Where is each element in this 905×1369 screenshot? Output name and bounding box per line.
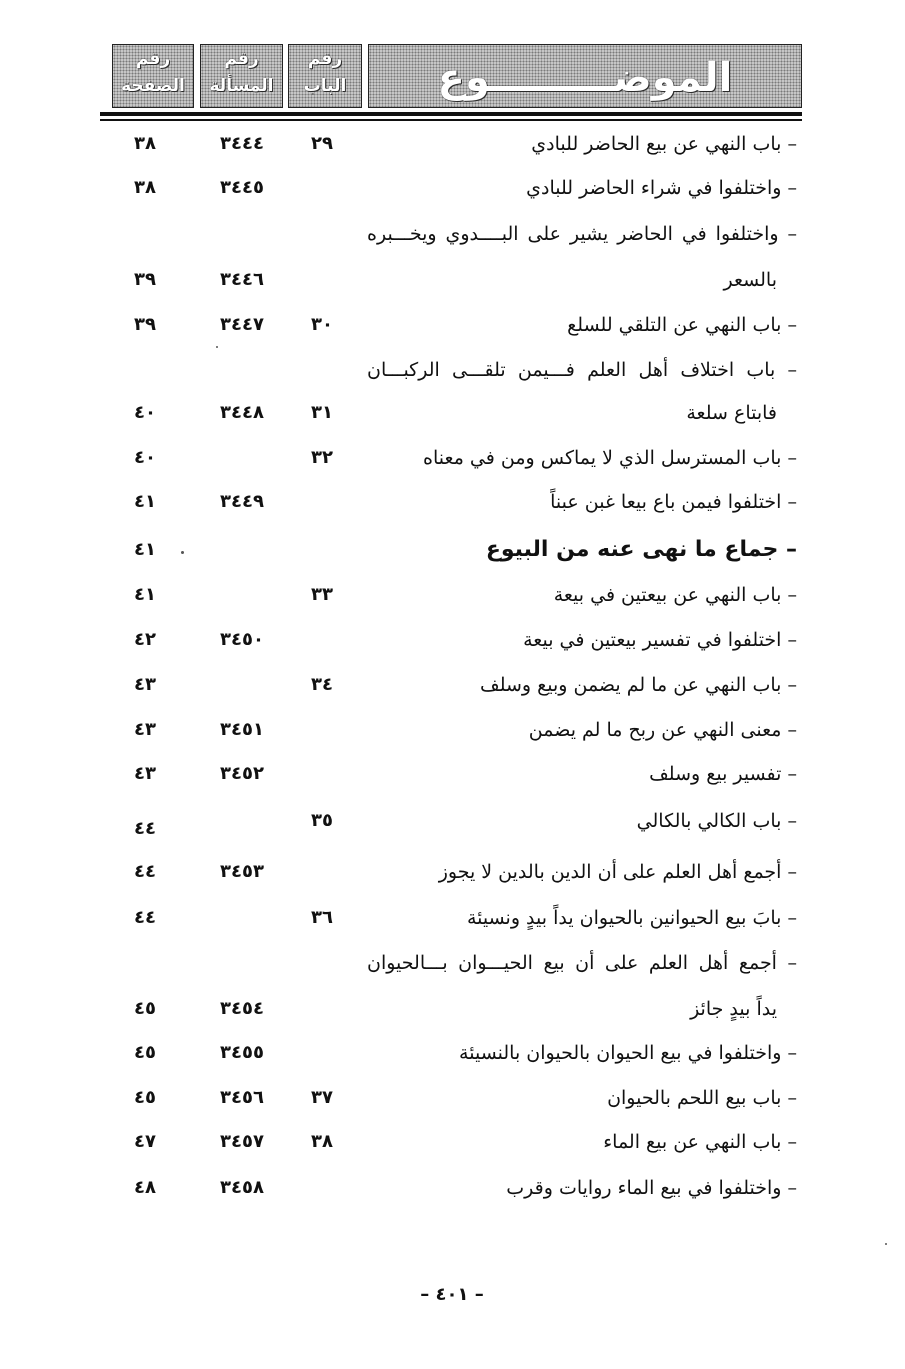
row-masala-number: ٣٤٤٤ (220, 133, 264, 154)
row-masala-number: ٣٤٤٧ (220, 314, 264, 335)
row-masala-number (200, 943, 284, 983)
row-masala-number (200, 530, 284, 570)
index-row (0, 1078, 905, 1118)
row-title: فابتاع سلعة (686, 402, 777, 424)
row-title: – تفسير بيع وسلف (649, 763, 797, 785)
index-row (0, 124, 905, 164)
row-page-number: ٤٢ (134, 629, 156, 650)
header-bab-label-line2: الباب (303, 76, 347, 96)
header-masala-label-line2: المسألة (209, 76, 274, 96)
row-page-number: ٤٠ (134, 447, 156, 468)
row-title: – واختلفوا في الحاضر يشير على البــــدوي ويخـــبره (367, 223, 797, 245)
index-row (0, 1122, 905, 1162)
row-page-number: ٣٩ (134, 269, 156, 290)
row-bab-number: ٣٠ (311, 314, 333, 335)
row-masala-number (200, 575, 284, 615)
row-page-number: ٤٨ (134, 1177, 156, 1198)
row-masala-number (200, 801, 284, 841)
row-masala-number (200, 214, 284, 254)
row-masala-number: ٣٤٤٩ (220, 491, 264, 512)
row-title: – واختلفوا في بيع الماء روايات وقرب (506, 1177, 797, 1199)
index-row (0, 898, 905, 938)
row-page-number: ٤٣ (134, 674, 156, 695)
row-bab-number (290, 260, 354, 300)
row-title: – باب الكالي بالكالي (636, 810, 797, 832)
row-masala-number: ٣٤٥٦ (220, 1087, 264, 1108)
index-row (0, 168, 905, 208)
index-row (0, 620, 905, 660)
row-title: – اختلفوا في تفسير بيعتين في بيعة (523, 629, 797, 651)
row-page-number: ٤١ (134, 539, 156, 560)
row-masala-number (200, 665, 284, 705)
row-bab-number (290, 1168, 354, 1208)
index-row (0, 852, 905, 892)
row-title: – معنى النهي عن ربح ما لم يضمن (528, 719, 797, 741)
scan-speck (216, 346, 218, 348)
row-bab-number (290, 943, 354, 983)
index-row (0, 754, 905, 794)
row-masala-number: ٣٤٤٦ (220, 269, 264, 290)
scan-speck (885, 1243, 887, 1245)
index-row (0, 710, 905, 750)
row-masala-number: ٣٤٥١ (220, 719, 264, 740)
row-masala-number (200, 438, 284, 478)
row-title: – باب اختلاف أهل العلم فـــيمن تلقـــى الركبـــان (367, 359, 797, 381)
row-masala-number: ٣٤٤٥ (220, 177, 264, 198)
row-bab-number: ٣١ (311, 402, 333, 423)
row-title: – أجمع أهل العلم على أن بيع الحيـــوان بـــالحيوان (367, 952, 797, 974)
header-bab-label-line1: رقم (307, 49, 343, 69)
row-page-number: ٤٧ (134, 1131, 156, 1152)
row-bab-number: ٣٢ (311, 447, 333, 468)
index-row (0, 1168, 905, 1208)
row-page-number (105, 943, 185, 983)
row-title: – باب النهي عن التلقي للسلع (567, 314, 797, 336)
row-bab-number (290, 1033, 354, 1073)
index-row (0, 575, 905, 615)
row-bab-number (290, 852, 354, 892)
row-bab-number (290, 168, 354, 208)
index-row (0, 943, 905, 983)
header-rule-thin (100, 119, 802, 121)
row-page-number: ٤٥ (134, 998, 156, 1019)
row-page-number: ٤٣ (134, 719, 156, 740)
row-page-number: ٤٣ (134, 763, 156, 784)
row-bab-number: ٣٦ (311, 907, 333, 928)
index-row (0, 989, 905, 1029)
row-masala-number: ٣٤٥٨ (220, 1177, 264, 1198)
row-page-number (105, 214, 185, 254)
row-title: – باب النهي عن بيع الحاضر للبادي (531, 133, 797, 155)
row-page-number: ٤٠ (134, 402, 156, 423)
row-title: – واختلفوا في بيع الحيوان بالحيوان بالنسيئة (459, 1042, 797, 1064)
row-bab-number (290, 530, 354, 570)
row-bab-number: ٣٧ (311, 1087, 333, 1108)
row-title: – أجمع أهل العلم على أن الدين بالدين لا يجوز (438, 861, 797, 883)
row-masala-number: ٣٤٥٧ (220, 1131, 264, 1152)
header-masala-box (200, 44, 283, 108)
row-title: – بابَ بيع الحيوانين بالحيوان يداً بيدٍ ونسيئة (466, 907, 797, 929)
row-masala-number: ٣٤٥٤ (220, 998, 264, 1019)
row-title: – اختلفوا فيمن باع بيعا غبن عبناً (550, 491, 797, 513)
row-bab-number: ٣٥ (311, 810, 333, 831)
row-title: يداً بيدٍ جائز (690, 998, 777, 1020)
row-masala-number: ٣٤٥٠ (220, 629, 264, 650)
row-masala-number: ٣٤٥٢ (220, 763, 264, 784)
row-bab-number (290, 350, 354, 390)
header-masala-label-line1: رقم (224, 49, 259, 69)
row-title: – باب بيع اللحم بالحيوان (607, 1087, 797, 1109)
header-topic-box (368, 44, 802, 108)
row-masala-number: ٣٤٤٨ (220, 402, 264, 423)
index-row (0, 665, 905, 705)
row-page-number: ٤١ (134, 491, 156, 512)
index-row (0, 260, 905, 300)
row-title: بالسعر (723, 269, 777, 291)
scan-speck (181, 551, 184, 554)
row-page-number: ٣٨ (134, 133, 156, 154)
row-page-number: ٤٥ (134, 1087, 156, 1108)
row-bab-number: ٣٣ (311, 584, 333, 605)
row-title: – باب النهي عن ما لم يضمن وبيع وسلف (480, 674, 797, 696)
row-bab-number (290, 754, 354, 794)
index-row (0, 214, 905, 254)
row-page-number: ٣٨ (134, 177, 156, 198)
row-masala-number: ٣٤٥٣ (220, 861, 264, 882)
row-page-number: ٤٤ (134, 861, 156, 882)
row-page-number: ٤١ (134, 584, 156, 605)
header-bab-box (288, 44, 362, 108)
index-row (0, 350, 905, 390)
row-page-number: ٤٥ (134, 1042, 156, 1063)
row-page-number (105, 350, 185, 390)
row-masala-number (200, 898, 284, 938)
row-bab-number (290, 710, 354, 750)
header-rule-thick (100, 112, 802, 116)
row-bab-number (290, 482, 354, 522)
row-bab-number: ٣٤ (311, 674, 333, 695)
row-page-number: ٤٤ (134, 818, 156, 839)
row-page-number: ٤٤ (134, 907, 156, 928)
row-masala-number (200, 350, 284, 390)
row-page-number: ٣٩ (134, 314, 156, 335)
row-masala-number: ٣٤٥٥ (220, 1042, 264, 1063)
row-bab-number: ٣٨ (311, 1131, 333, 1152)
row-title: – باب النهي عن بيعتين في بيعة (553, 584, 797, 606)
row-bab-number (290, 620, 354, 660)
row-title: – واختلفوا في شراء الحاضر للبادي (526, 177, 797, 199)
header-page-label-line1: رقم (135, 49, 171, 69)
row-bab-number (290, 214, 354, 254)
section-heading: – جماع ما نهى عنه من البيوع (485, 537, 797, 562)
row-bab-number (290, 989, 354, 1029)
header-topic-label: الموضـــــــــوع (437, 55, 733, 101)
index-row (0, 1033, 905, 1073)
index-section-row (0, 530, 905, 570)
header-page-label-line2: الصفحة (121, 76, 185, 96)
index-row (0, 482, 905, 522)
header-page-box (112, 44, 194, 108)
row-title: – باب النهي عن بيع الماء (603, 1131, 797, 1153)
row-title: – باب المسترسل الذي لا يماكس ومن في معناه (423, 447, 797, 469)
index-row (0, 801, 905, 841)
page-number: – ٤٠١ – (420, 1284, 484, 1305)
index-row (0, 393, 905, 433)
index-row (0, 438, 905, 478)
row-bab-number: ٢٩ (311, 133, 333, 154)
index-row (0, 305, 905, 345)
